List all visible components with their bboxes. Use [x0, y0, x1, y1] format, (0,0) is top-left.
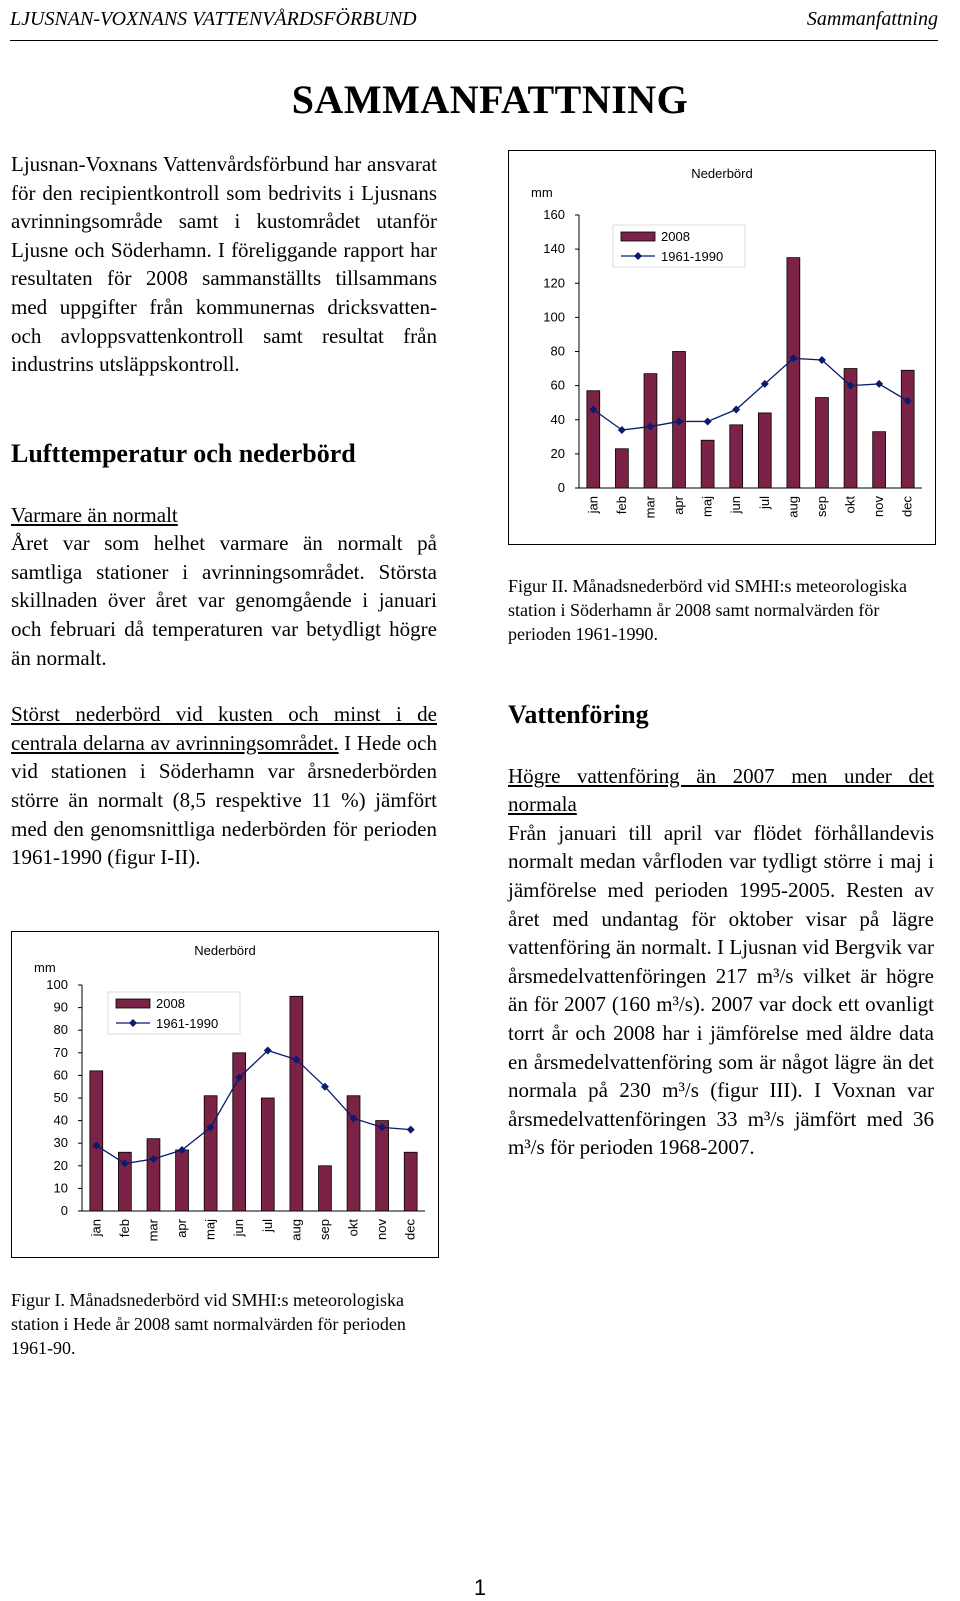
y-tick-label: 0 [60, 1203, 68, 1218]
x-tick-label-feb: feb [116, 1219, 132, 1238]
x-tick-label-maj: maj [699, 496, 715, 517]
y-tick-label: 20 [53, 1157, 68, 1173]
y-tick-label: 80 [550, 343, 565, 359]
x-tick-label-nov: nov [374, 1219, 390, 1240]
legend-label-1961-1990: 1961-1990 [661, 249, 724, 264]
legend-label-2008: 2008 [661, 229, 690, 244]
bar-2008-nov [376, 1121, 389, 1211]
y-tick-label: 100 [46, 977, 68, 992]
chart-soderhamn-precipitation [508, 150, 936, 545]
section-heading-water-flow: Vattenföring [508, 700, 649, 729]
bar-2008-jul [758, 413, 771, 488]
caption-figure-2: Figur II. Månadsnederbörd vid SMHI:s meteorologiska station i Söderhamn år 2008 samt normalvärden för perioden 1961-1990. [508, 576, 907, 644]
y-tick-label: 50 [53, 1090, 68, 1105]
y-tick-label: 40 [53, 1112, 68, 1128]
line-1961-1990 [96, 1051, 410, 1164]
intro-paragraph: Ljusnan-Voxnans Vattenvårdsförbund har ansvarat för den recipientkontroll som bedrivits i Ljusnans avrinningsområde samt i kustområdet utanför Ljusne och Söderhamn. I föreliggande rapport har resultaten för 2008 sammanställts tillsammans med uppgifter från kommunernas dricksvatten- och avloppsvattenkontroll samt resultat från industrins utsläppskontroll. [11, 152, 437, 377]
x-tick-label-jan: jan [88, 1219, 104, 1237]
bar-2008-aug [290, 996, 303, 1211]
x-tick-label-okt: okt [842, 496, 858, 514]
y-tick-label: 70 [53, 1044, 68, 1060]
bar-2008-jan [90, 1071, 103, 1211]
x-tick-label-apr: apr [174, 1219, 190, 1238]
legend-label-1961-1990: 1961-1990 [156, 1016, 219, 1031]
x-tick-label-jan: jan [585, 496, 601, 514]
x-tick-label-dec: dec [899, 496, 915, 517]
bar-2008-jul [261, 1098, 274, 1211]
x-tick-label-jun: jun [728, 496, 744, 514]
paragraph-precipitation-body: I Hede och vid stationen i Söderhamn var årsnederbörden större än normalt (8,5 respektive 11 %) jämfört med den genomsnittliga nederbörden för perioden 1961-1990 (figur I-II). [11, 730, 438, 870]
y-tick-label: 90 [53, 999, 68, 1015]
x-tick-label-aug: aug [785, 496, 801, 518]
bar-2008-mar [644, 374, 657, 488]
caption-figure-1: Figur I. Månadsnederbörd vid SMHI:s meteorologiska station i Hede år 2008 samt normalvärden för perioden 1961-90. [11, 1290, 406, 1358]
chart-title: Nederbörd [194, 943, 256, 958]
bar-2008-dec [404, 1152, 417, 1211]
page-header [10, 4, 938, 41]
y-tick-label: 100 [543, 309, 565, 325]
bar-2008-mar [147, 1139, 160, 1211]
x-tick-label-aug: aug [288, 1219, 304, 1241]
paragraph-water-flow: Från januari till april var flödet förhållandevis normalt medan vårfloden var tydligt större i maj i jämförelse med perioden 1995-2005. Resten av året med undantag för oktober visar på lägre vattenföring än normalt. I Ljusnan vid Bergvik var årsmedelvattenföringen 217 m³/s vilket är högre än för 2007 (160 m³/s). 2007 var dock ett ovanligt torrt år och 2008 har i jämförelse med äldre data en årsmedelvattenföring som är något lägre än det normala på 230 m³/s (figur III). I Voxnan var årsmedelvattenföringen 33 m³/s jämfört med 36 m³/s för perioden 1968-2007. [508, 820, 934, 1160]
point-1961-1990-nov [875, 380, 883, 388]
y-axis-label: mm [531, 185, 553, 200]
y-tick-label: 0 [557, 480, 565, 495]
legend-swatch-2008 [116, 999, 150, 1008]
y-axis-label: mm [34, 960, 56, 975]
subheading-precipitation: Störst nederbörd vid kusten och minst i de centrala delarna av avrinningsområdet. [11, 702, 437, 755]
bar-2008-aug [787, 258, 800, 488]
x-tick-label-okt: okt [345, 1219, 361, 1237]
subheading-warmer: Varmare än normalt [11, 502, 178, 527]
x-tick-label-dec: dec [402, 1219, 418, 1240]
x-tick-label-jul: jul [756, 496, 772, 510]
bar-2008-apr [176, 1150, 189, 1211]
chart-hede-svg [12, 932, 438, 1257]
bar-2008-jun [730, 425, 743, 488]
x-tick-label-maj: maj [202, 1219, 218, 1240]
line-1961-1990 [593, 358, 907, 430]
y-tick-label: 20 [550, 445, 565, 461]
y-tick-label: 40 [550, 411, 565, 427]
bar-2008-maj [204, 1096, 217, 1211]
bar-2008-jan [587, 391, 600, 488]
y-tick-label: 80 [53, 1022, 68, 1038]
chart-hede-precipitation [11, 931, 439, 1258]
paragraph-warmer: Året var som helhet varmare än normalt på samtliga stationer i avrinningsområdet. Största skillnaden över året var genomgående i januari och februari då temperaturen var betydligt högre än normalt. [11, 531, 437, 670]
y-tick-label: 10 [53, 1180, 68, 1196]
bar-2008-feb [615, 449, 628, 488]
x-tick-label-feb: feb [613, 496, 629, 515]
bar-2008-maj [701, 440, 714, 488]
y-tick-label: 160 [543, 207, 565, 222]
bar-2008-dec [901, 370, 914, 488]
x-tick-label-mar: mar [145, 1219, 161, 1242]
legend-label-2008: 2008 [156, 996, 185, 1011]
page-title: SAMMANFATTNING [291, 77, 689, 122]
y-tick-label: 140 [543, 241, 565, 257]
point-1961-1990-maj [704, 417, 712, 425]
bar-2008-nov [873, 432, 886, 488]
y-tick-label: 60 [550, 377, 565, 393]
section-temperature-precipitation [11, 440, 437, 872]
section-heading-temperature: Lufttemperatur och nederbörd [11, 439, 356, 468]
x-tick-label-apr: apr [671, 496, 687, 515]
x-tick-label-jul: jul [259, 1219, 275, 1233]
paragraph-precipitation [11, 700, 437, 872]
x-tick-label-sep: sep [813, 496, 829, 517]
page-number: 1 [473, 1575, 487, 1600]
header-section: Sammanfattning [806, 8, 938, 30]
subheading-water-flow: Högre vattenföring än 2007 men under det normala [508, 763, 934, 817]
x-tick-label-nov: nov [871, 496, 887, 517]
bar-2008-sep [816, 398, 829, 488]
bar-2008-sep [319, 1166, 332, 1211]
y-tick-label: 60 [53, 1067, 68, 1083]
legend-swatch-2008 [621, 232, 655, 241]
y-tick-label: 30 [53, 1135, 68, 1151]
x-tick-label-jun: jun [231, 1219, 247, 1237]
x-tick-label-mar: mar [642, 496, 658, 519]
y-tick-label: 120 [543, 275, 565, 291]
intro-text-block [11, 150, 437, 379]
x-tick-label-sep: sep [316, 1219, 332, 1240]
chart-title: Nederbörd [691, 166, 753, 181]
header-organization: LJUSNAN-VOXNANS VATTENVÅRDSFÖRBUND [10, 8, 417, 30]
point-1961-1990-dec [407, 1126, 415, 1134]
section-water-flow [508, 701, 934, 1162]
chart-soderhamn-svg [509, 151, 935, 544]
